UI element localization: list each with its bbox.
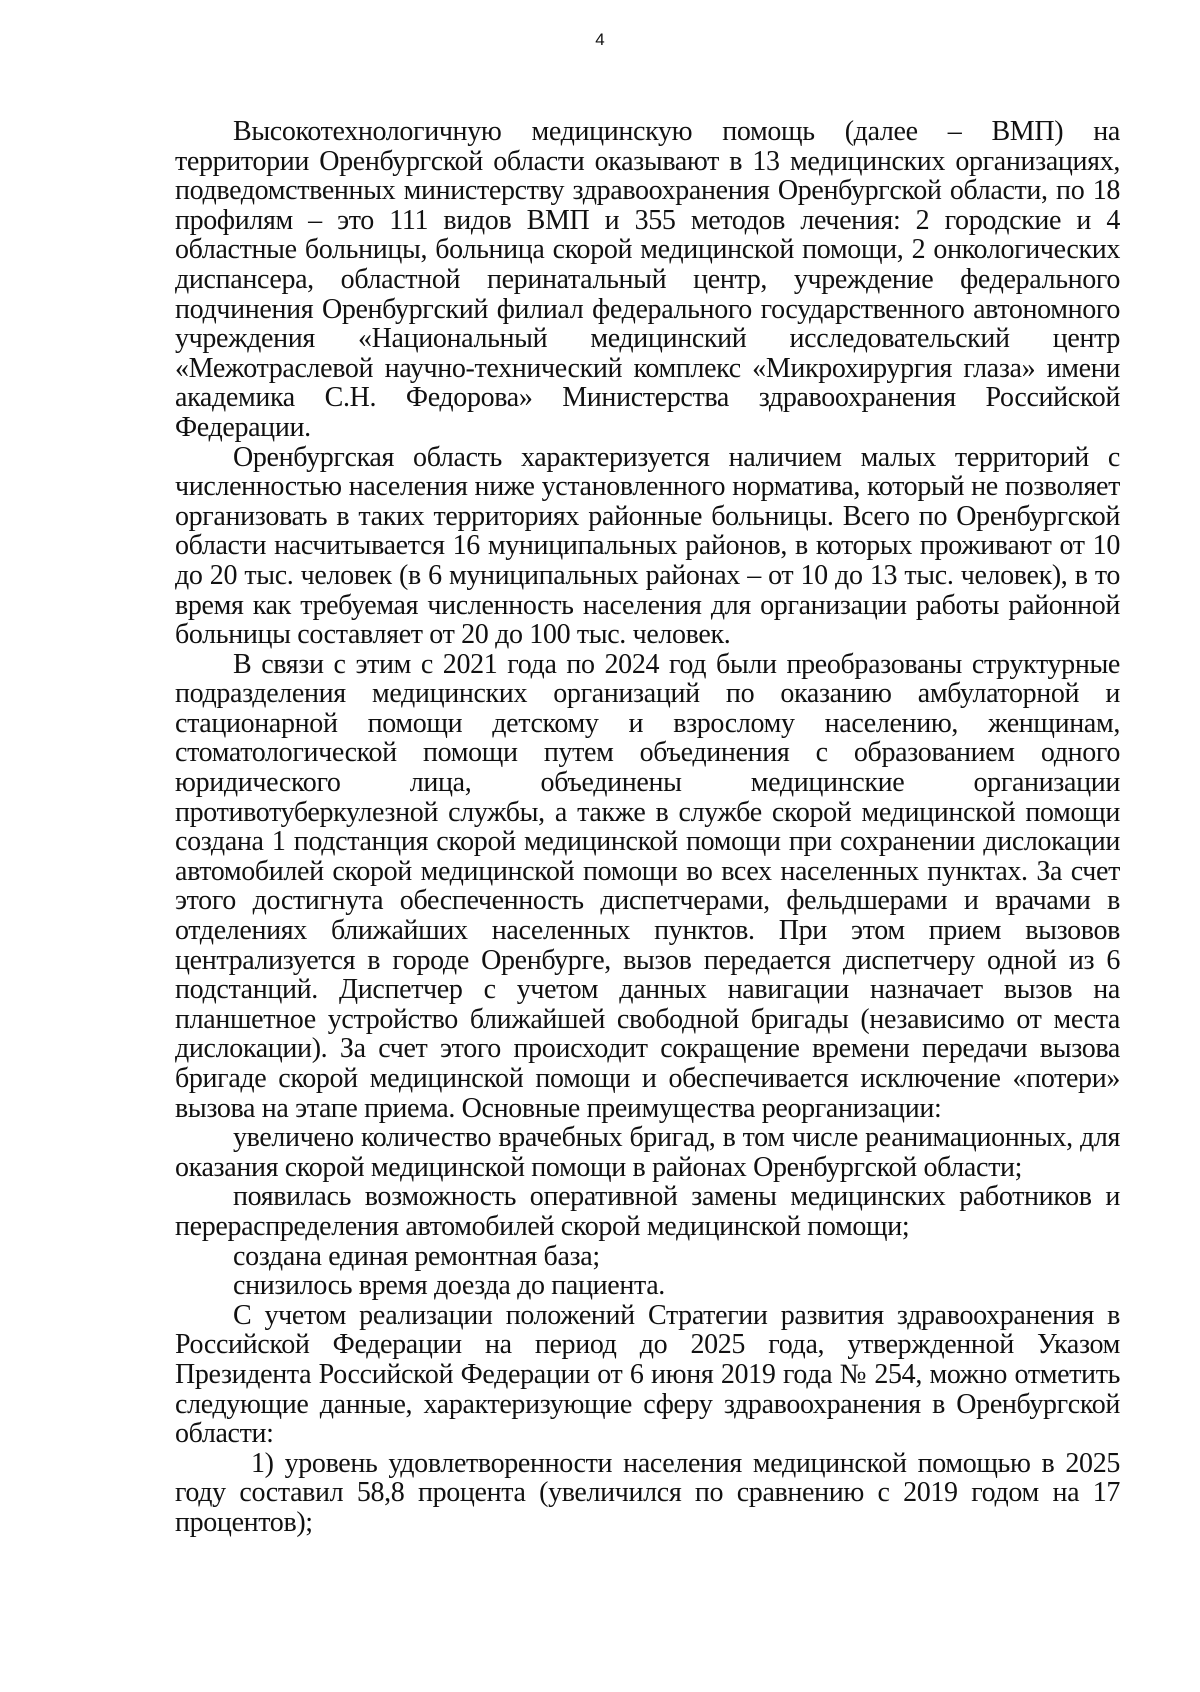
- paragraph-vmp: Высокотехнологичную медицинскую помощь (далее – ВМП) на территории Оренбургской области оказывают в 13 медицинских организациях, подведомственных министерству здравоохранения Оренбургской области, по 18 профилям – это 111 видов ВМП и 355 методов лечения: 2 городские и 4 областные больницы, больница скорой медицинской помощи, 2 онкологических диспансера, областной перинатальный центр, учреждение федерального подчинения Оренбургский филиал федерального государственного автономного учреждения «Национальный медицинский исследовательский центр «Межотраслевой научно-технический комплекс «Микрохирургия глаза» имени академика С.Н. Федорова» Министерства здравоохранения Российской Федерации.: [175, 116, 1120, 443]
- numbered-item-satisfaction: 1) уровень удовлетворенности населения медицинской помощью в 2025 году составил 58,8 процента (увеличился по сравнению с 2019 годом на 17 процентов);: [175, 1447, 1120, 1538]
- page-number: 4: [595, 30, 605, 49]
- paragraph-reorganization: В связи с этим с 2021 года по 2024 год были преобразованы структурные подразделения медицинских организаций по оказанию амбулаторной и стационарной помощи детскому и взрослому населению, женщинам, стоматологической помощи путем объединения с образованием одного юридического лица, объединены медицинские организации противотуберкулезной службы, а также в службе скорой медицинской помощи создана 1 подстанция скорой медицинской помощи при сохранении дислокации автомобилей скорой медицинской помощи во всех населенных пунктах. За счет этого достигнута обеспеченность диспетчерами, фельдшерами и врачами в отделениях ближайших населенных пунктов. При этом прием вызовов централизуется в городе Оренбурге, вызов передается диспетчеру одной из 6 подстанций. Диспетчер с учетом данных навигации назначает вызов на планшетное устройство ближайшей свободной бригады (независимо от места дислокации). За счет этого происходит сокращение времени передачи вызова бригаде скорой медицинской помощи и обеспечивается исключение «потери» вызова на этапе приема. Основные преимущества реорганизации:: [175, 648, 1120, 1124]
- list-item-brigades: увеличено количество врачебных бригад, в том числе реанимационных, для оказания скорой медицинской помощи в районах Оренбургской области;: [175, 1122, 1120, 1183]
- document-body: [175, 117, 1120, 1538]
- list-item-arrival-time: снизилось время доезда до пациента.: [233, 1270, 665, 1302]
- list-item-repair-base: создана единая ремонтная база;: [233, 1240, 600, 1272]
- paragraph-strategy: С учетом реализации положений Стратегии развития здравоохранения в Российской Федерации на период до 2025 года, утвержденной Указом Президента Российской Федерации от 6 июня 2019 года № 254, можно отметить следующие данные, характеризующие сферу здравоохранения в Оренбургской области:: [175, 1299, 1120, 1450]
- paragraph-small-territories: Оренбургская область характеризуется наличием малых территорий с численностью населения ниже установленного норматива, который не позволяет организовать в таких территориях районные больницы. Всего по Оренбургской области насчитывается 16 муниципальных районов, в которых проживают от 10 до 20 тыс. человек (в 6 муниципальных районах – от 10 до 13 тыс. человек), в то время как требуемая численность населения для организации работы районной больницы составляет от 20 до 100 тыс. человек.: [175, 441, 1120, 651]
- list-item-staff-replacement: появилась возможность оперативной замены медицинских работников и перераспределения автомобилей скорой медицинской помощи;: [175, 1181, 1120, 1242]
